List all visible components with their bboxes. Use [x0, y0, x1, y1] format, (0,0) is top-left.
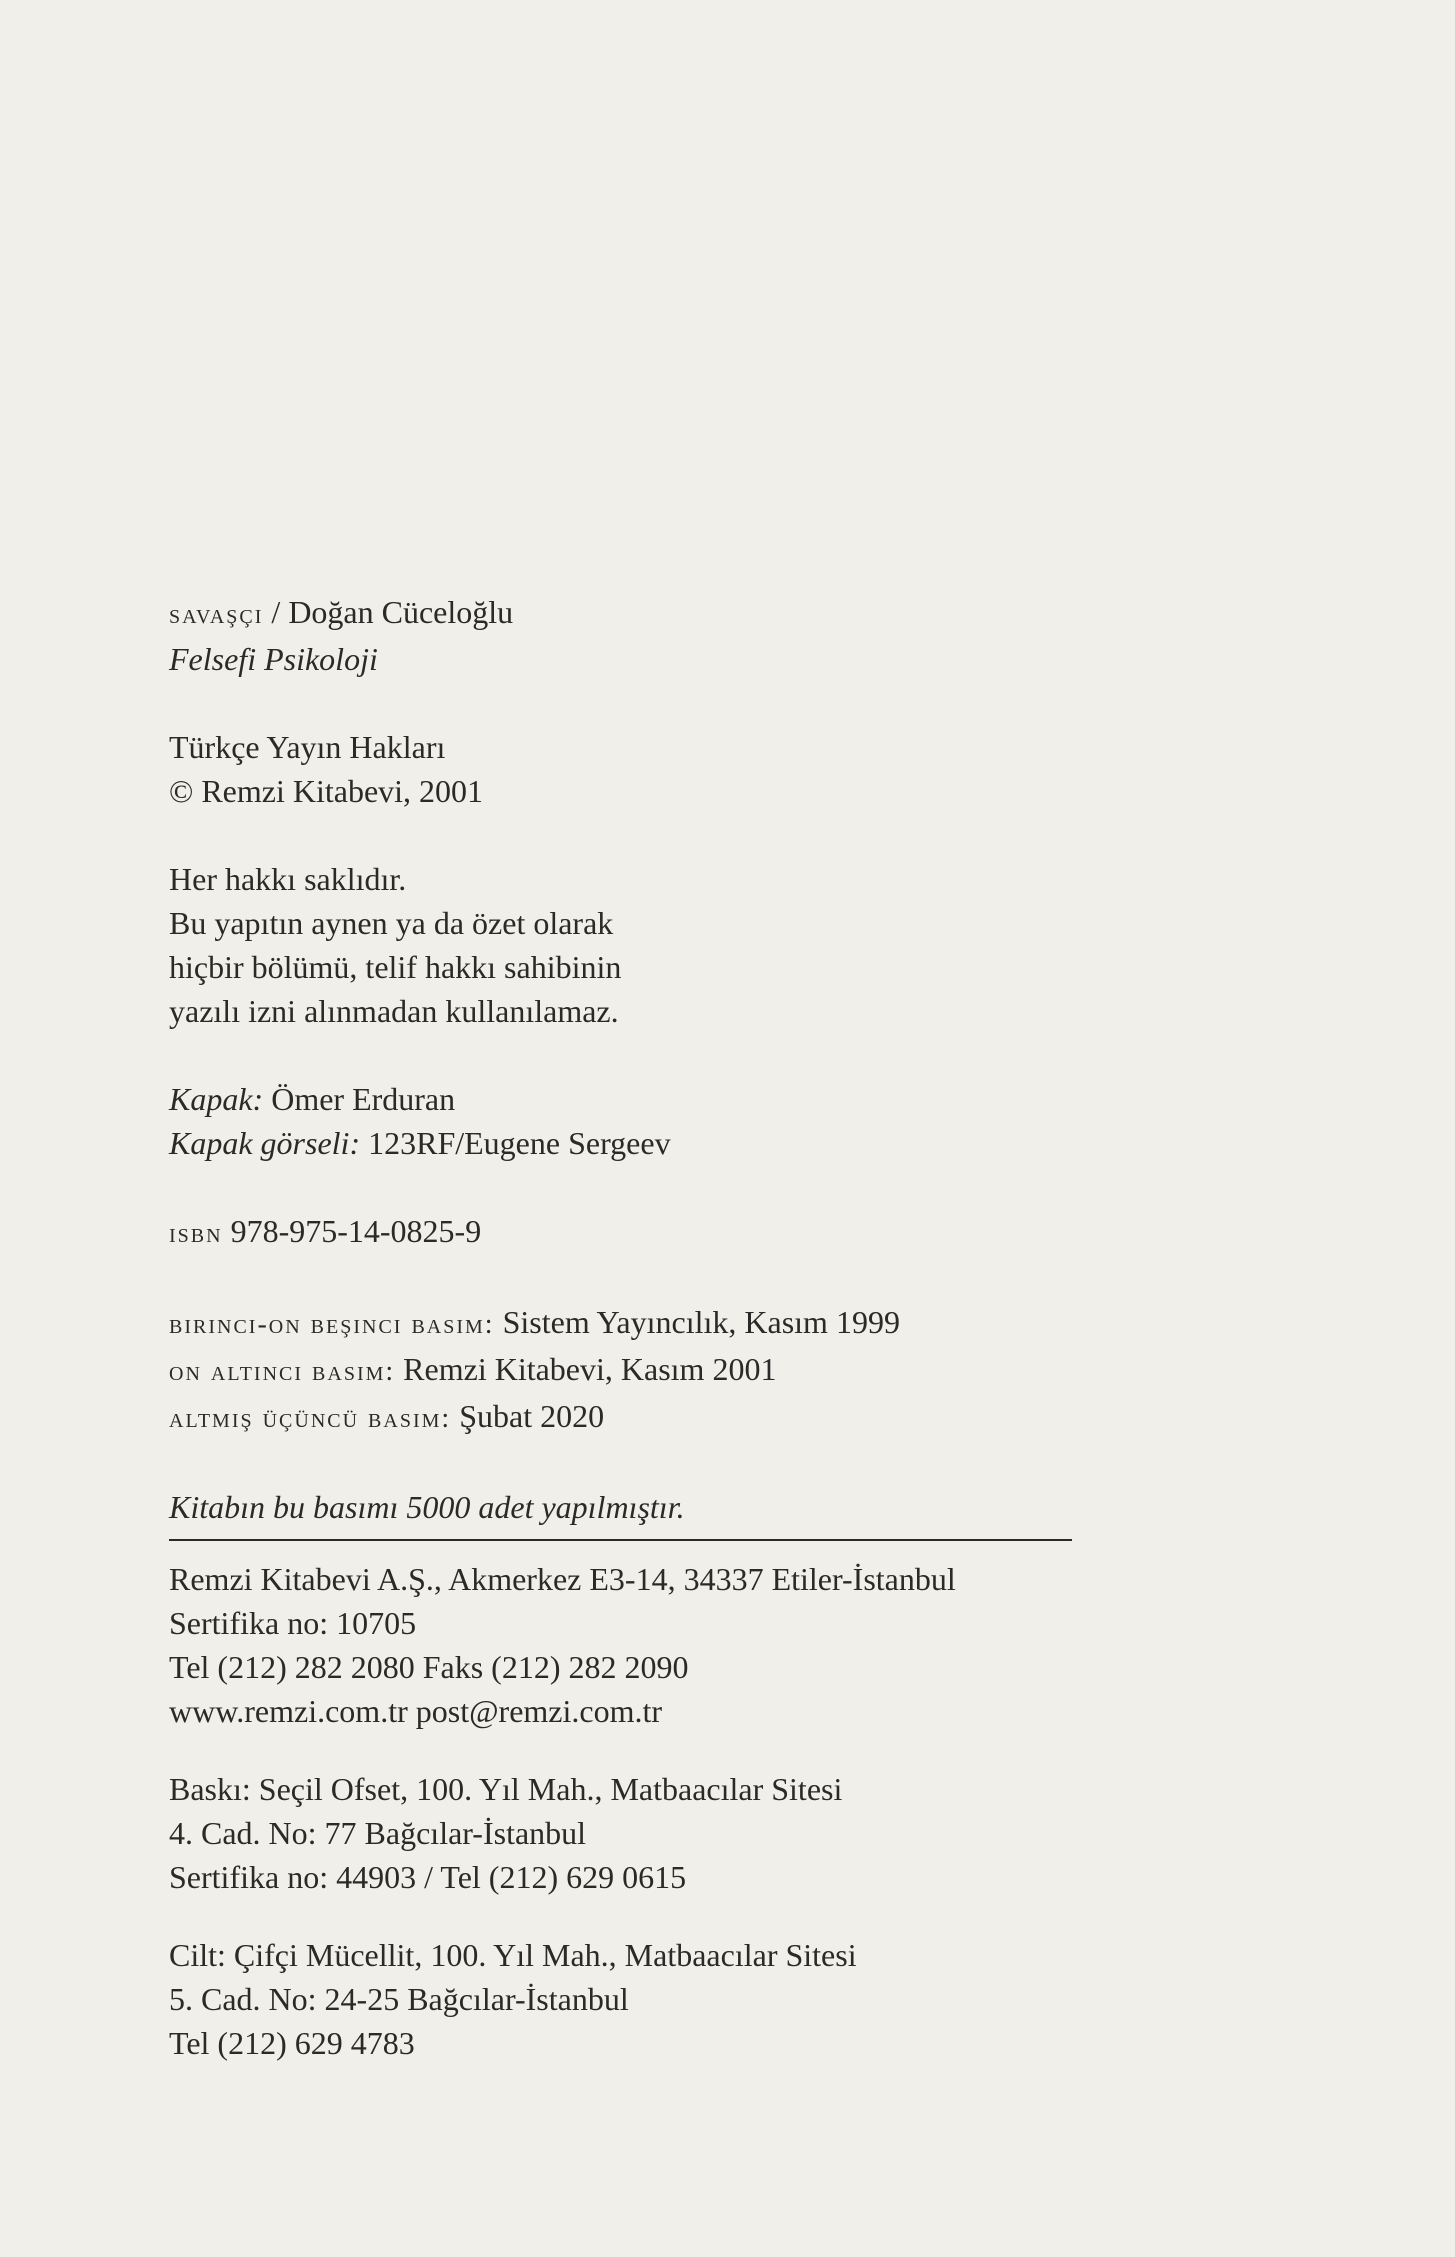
- publisher-line-4: www.remzi.com.tr post@remzi.com.tr: [169, 1693, 663, 1729]
- binding-line-2: 5. Cad. No: 24-25 Bağcılar-İstanbul: [169, 1981, 629, 2017]
- title-separator: /: [263, 594, 289, 630]
- colophon-text: [169, 590, 1169, 2065]
- printing-history-2-label: on altıncı basım:: [169, 1356, 396, 1387]
- printing-history-1: [169, 1300, 1169, 1347]
- cover-label: Kapak:: [169, 1081, 264, 1117]
- printer-line-2: 4. Cad. No: 77 Bağcılar-İstanbul: [169, 1815, 587, 1851]
- isbn-line: [169, 1209, 1169, 1256]
- notice-line-1: Her hakkı saklıdır.: [169, 861, 407, 897]
- publisher-line-2: Sertifika no: 10705: [169, 1605, 417, 1641]
- notice-line-2: Bu yapıtın aynen ya da özet olarak: [169, 905, 614, 941]
- printing-history-2-value: Remzi Kitabevi, Kasım 2001: [395, 1351, 777, 1387]
- print-run: Kitabın bu basımı 5000 adet yapılmıştır.: [169, 1489, 685, 1525]
- printing-history-3: [169, 1394, 1169, 1441]
- printer-line-1: Baskı: Seçil Ofset, 100. Yıl Mah., Matbaacılar Sitesi: [169, 1771, 843, 1807]
- title-line: [169, 590, 1169, 637]
- binding-line-1: Cilt: Çifçi Mücellit, 100. Yıl Mah., Matbaacılar Sitesi: [169, 1937, 857, 1973]
- printing-history-1-value: Sistem Yayıncılık, Kasım 1999: [494, 1304, 900, 1340]
- printing-history-3-label: altmış üçüncü basım:: [169, 1403, 452, 1434]
- author-name: Doğan Cüceloğlu: [288, 594, 514, 630]
- printer-line-3: Sertifika no: 44903 / Tel (212) 629 0615: [169, 1859, 687, 1895]
- cover-image-value: 123RF/Eugene Sergeev: [360, 1125, 671, 1161]
- notice-line-4: yazılı izni alınmadan kullanılamaz.: [169, 993, 619, 1029]
- printing-history-2: [169, 1347, 1169, 1394]
- cover-credit: [169, 1077, 1169, 1121]
- series-name: Felsefi Psikoloji: [169, 641, 378, 677]
- cover-value: Ömer Erduran: [263, 1081, 456, 1117]
- isbn-value: 978-975-14-0825-9: [222, 1213, 482, 1249]
- cover-image-label: Kapak görseli:: [169, 1125, 361, 1161]
- notice-line-3: hiçbir bölümü, telif hakkı sahibinin: [169, 949, 622, 985]
- isbn-label: isbn: [169, 1218, 223, 1249]
- cover-image-credit: [169, 1121, 1169, 1165]
- binding-line-3: Tel (212) 629 4783: [169, 2025, 415, 2061]
- rights-line-1: Türkçe Yayın Hakları: [169, 729, 446, 765]
- publisher-line-3: Tel (212) 282 2080 Faks (212) 282 2090: [169, 1649, 689, 1685]
- printing-history-3-value: Şubat 2020: [451, 1398, 605, 1434]
- book-title: savaşçı: [169, 599, 264, 630]
- publisher-line-1: Remzi Kitabevi A.Ş., Akmerkez E3-14, 34337 Etiler-İstanbul: [169, 1561, 956, 1597]
- divider-rule: [169, 1539, 1072, 1541]
- printing-history-1-label: birinci-on beşinci basım:: [169, 1309, 495, 1340]
- rights-line-2: © Remzi Kitabevi, 2001: [169, 773, 484, 809]
